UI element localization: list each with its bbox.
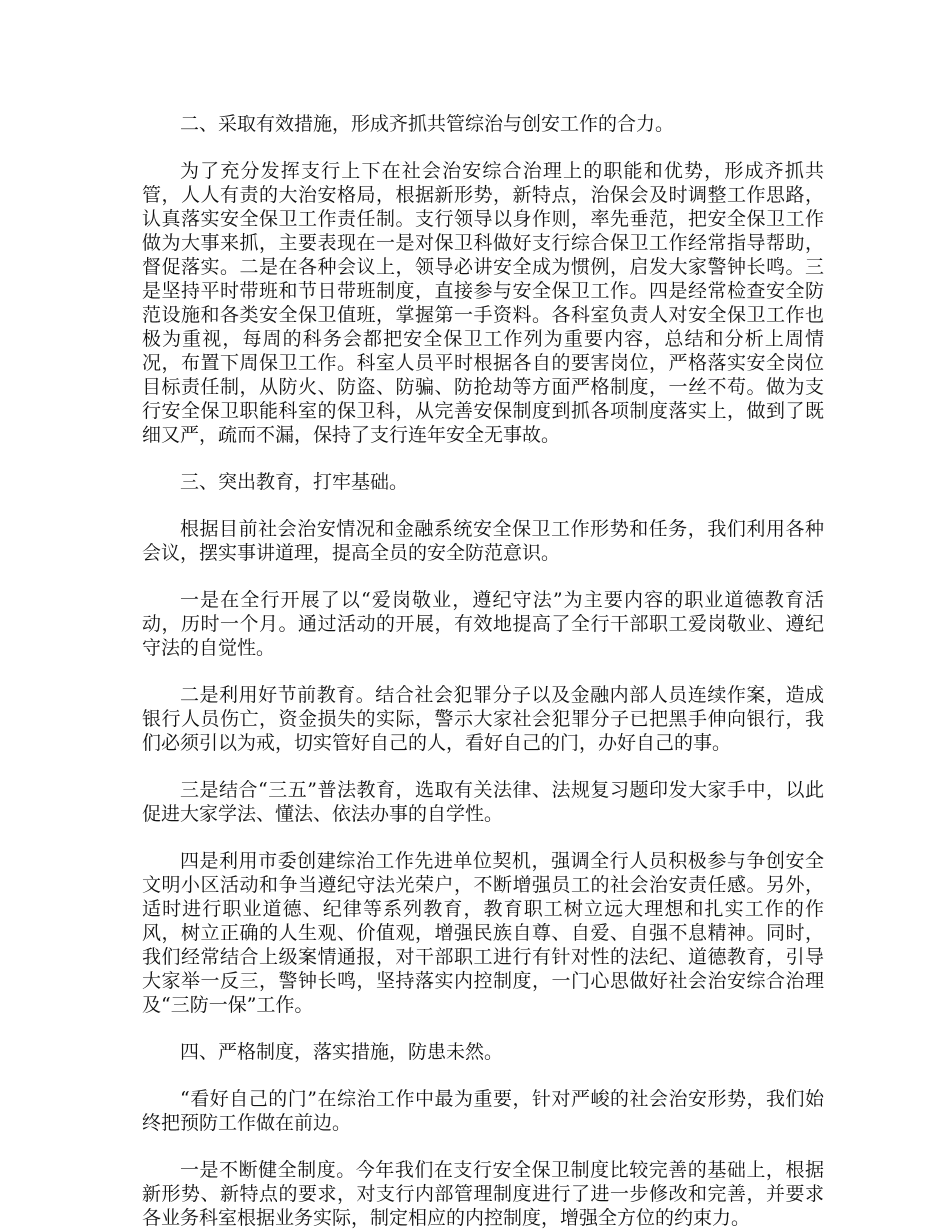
- paragraph: 一是不断健全制度。今年我们在支行安全保卫制度比较完善的基础上，根据新形势、新特点的要求，对支行内部管理制度进行了进一步修改和完善，并要求各业务科室根据业务实际，制定相应的内控制度，增强全方位的约束力。: [142, 1159, 824, 1229]
- paragraph: 一是在全行开展了以“爱岗敬业，遵纪守法”为主要内容的职业道德教育活动，历时一个月。通过活动的开展，有效地提高了全行干部职工爱岗敬业、遵纪守法的自觉性。: [142, 589, 824, 659]
- paragraph: “看好自己的门”在综治工作中最为重要，针对严峻的社会治安形势，我们始终把预防工作做在前边。: [142, 1088, 824, 1134]
- section-heading-4: 四、严格制度，落实措施，防患未然。: [180, 1041, 504, 1063]
- section-heading-2: 二、采取有效措施，形成齐抓共管综治与创安工作的合力。: [180, 113, 675, 135]
- paragraph: 四是利用市委创建综治工作先进单位契机，强调全行人员积极参与争创安全文明小区活动和争当遵纪守法光荣户，不断增强员工的社会治安责任感。另外，适时进行职业道德、纪律等系列教育，教育职工树立远大理想和扎实工作的作风，树立正确的人生观、价值观，增强民族自尊、自爱、自强不息精神。同时，我们经常结合上级案情通报，对干部职工进行有针对性的法纪、道德教育，引导大家举一反三，警钟长鸣，坚持落实内控制度，一门心思做好社会治安综合治理及“三防一保”工作。: [142, 850, 824, 1016]
- paragraph: 为了充分发挥支行上下在社会治安综合治理上的职能和优势，形成齐抓共管，人人有责的大治安格局，根据新形势，新特点，治保会及时调整工作思路，认真落实安全保卫工作责任制。支行领导以身作则，率先垂范，把安全保卫工作做为大事来抓，主要表现在一是对保卫科做好支行综合保卫工作经常指导帮助，督促落实。二是在各种会议上，领导必讲安全成为惯例，启发大家警钟长鸣。三是坚持平时带班和节日带班制度，直接参与安全保卫工作。四是经常检查安全防范设施和各类安全保卫值班，掌握第一手资料。各科室负责人对安全保卫工作也极为重视，每周的科务会都把安全保卫工作列为重要内容，总结和分析上周情况，布置下周保卫工作。科室人员平时根据各自的要害岗位，严格落实安全岗位目标责任制，从防火、防盗、防骗、防抢劫等方面严格制度，一丝不苟。做为支行安全保卫职能科室的保卫科，从完善安保制度到抓各项制度落实上，做到了既细又严，疏而不漏，保持了支行连年安全无事故。: [142, 160, 824, 446]
- paragraph: 根据目前社会治安情况和金融系统安全保卫工作形势和任务，我们利用各种会议，摆实事讲道理，提高全员的安全防范意识。: [142, 518, 824, 564]
- document-body: [142, 112, 824, 1230]
- paragraph: 三是结合“三五”普法教育，选取有关法律、法规复习题印发大家手中，以此促进大家学法、懂法、依法办事的自学性。: [142, 779, 824, 825]
- section-heading-3: 三、突出教育，打牢基础。: [180, 471, 409, 493]
- paragraph: 二是利用好节前教育。结合社会犯罪分子以及金融内部人员连续作案，造成银行人员伤亡，资金损失的实际，警示大家社会犯罪分子已把黑手伸向银行，我们必须引以为戒，切实管好自己的人，看好自己的门，办好自己的事。: [142, 684, 824, 754]
